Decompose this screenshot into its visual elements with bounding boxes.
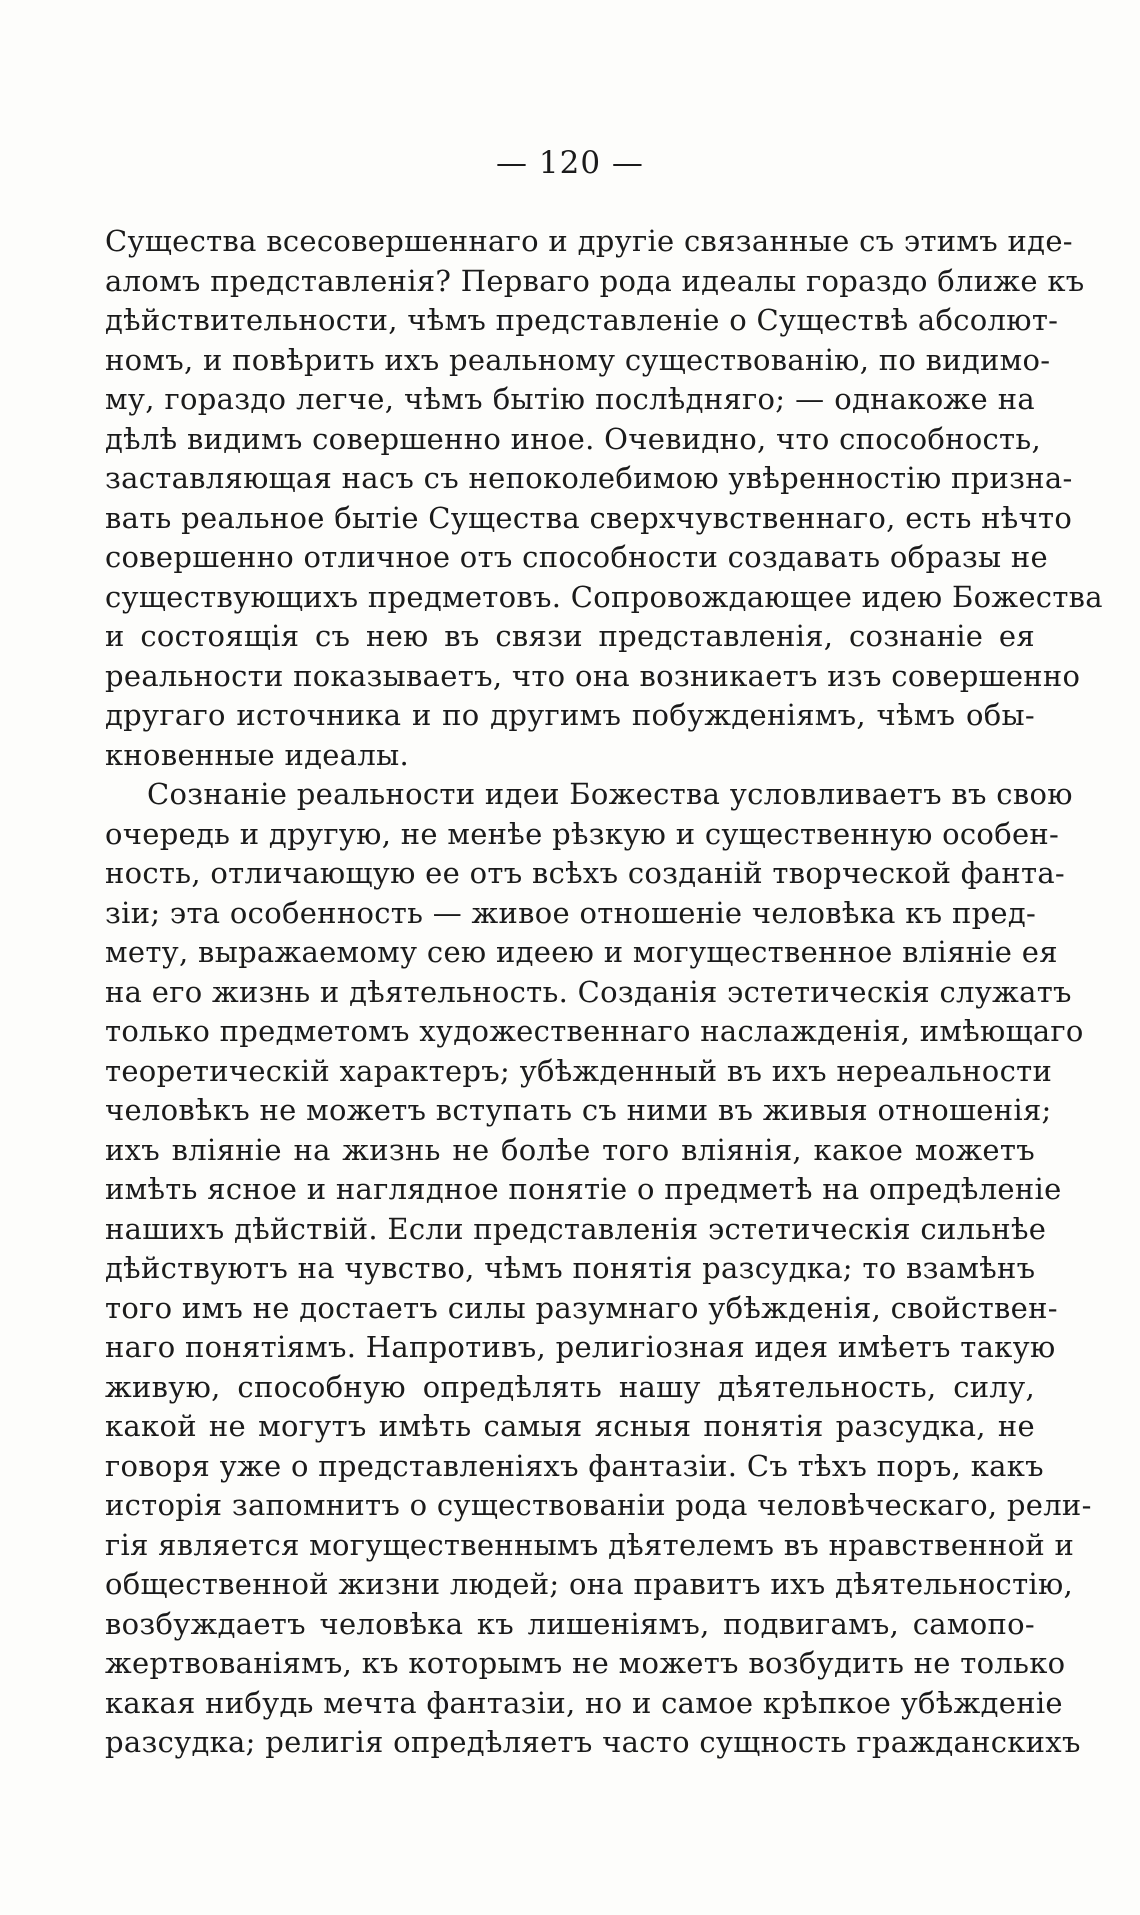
text-line: исторія запомнитъ о существованіи рода человѣческаго, рели- [105, 1488, 1092, 1522]
text-line: вать реальное бытіе Существа сверхчувственнаго, есть нѣчто [105, 500, 1073, 535]
text-line: на его жизнь и дѣятельность. Созданія эстетическія служатъ [105, 974, 1072, 1009]
text-line: существующихъ предметовъ. Сопровождающее идею Божества [105, 579, 1103, 614]
text-line: другаго источника и по другимъ побужденіямъ, чѣмъ обы- [105, 698, 1035, 732]
text-line: и состоящія съ нею въ связи представленія, сознаніе ея [105, 619, 1035, 653]
text-line: возбуждаетъ человѣка къ лишеніямъ, подвигамъ, самопо- [105, 1606, 1035, 1641]
text-line: общественной жизни людей; она правитъ ихъ дѣятельностію, [105, 1567, 1074, 1601]
page-number: — 120 — [496, 145, 644, 181]
text-line: говоря уже о представленіяхъ фантазіи. Съ тѣхъ поръ, какъ [105, 1448, 1044, 1483]
text-line: очередь и другую, не менѣе рѣзкую и существенную особен- [105, 816, 1060, 851]
text-line: какой не могутъ имѣть самыя ясныя понятія разсудка, не [105, 1409, 1035, 1443]
body-text [105, 222, 1103, 1763]
text-line: имѣть ясное и наглядное понятіе о предметѣ на опредѣленіе [105, 1172, 1062, 1206]
text-line: разсудка; религія опредѣляетъ часто сущность гражданскихъ [105, 1725, 1081, 1759]
text-line: только предметомъ художественнаго наслажденія, имѣющаго [105, 1014, 1084, 1048]
text-line: какая нибудь мечта фантазіи, но и самое крѣпкое убѣжденіе [105, 1685, 1063, 1720]
text-line: человѣкъ не можетъ вступать съ ними въ живыя отношенія; [105, 1093, 1052, 1127]
text-line: Существа всесовершеннаго и другіе связанные съ этимъ иде- [105, 224, 1073, 258]
text-line: наго понятіямъ. Напротивъ, религіозная идея имѣетъ такую [105, 1330, 1056, 1364]
text-line: живую, способную опредѣлять нашу дѣятельность, силу, [105, 1369, 1035, 1404]
text-line: кновенные идеалы. [105, 737, 409, 772]
text-line: номъ, и повѣрить ихъ реальному существованію, по видимо- [105, 342, 1051, 377]
text-line: Сознаніе реальности идеи Божества условливаетъ въ свою [147, 777, 1073, 811]
text-line: мету, выражаемому сею идеею и могущественное вліяніе ея [105, 935, 1058, 969]
text-line: дѣлѣ видимъ совершенно иное. Очевидно, что способность, [105, 421, 1041, 456]
text-line: зіи; эта особенность — живое отношеніе человѣка къ пред- [105, 895, 1037, 930]
paragraph-2 [105, 775, 1092, 1763]
text-line: ность, отличающую ее отъ всѣхъ созданій творческой фанта- [105, 856, 1066, 890]
text-line: заставляющая насъ съ непоколебимою увѣренностію призна- [105, 461, 1073, 495]
paragraph-1 [105, 222, 1103, 775]
text-line: аломъ представленія? Перваго рода идеалы гораздо ближе къ [105, 263, 1085, 298]
text-line: дѣйствуютъ на чувство, чѣмъ понятія разсудка; то взамѣнъ [105, 1251, 1036, 1285]
text-line: теоретическій характеръ; убѣжденный въ ихъ нереальности [105, 1053, 1053, 1088]
text-line: му, гораздо легче, чѣмъ бытію послѣдняго; — однакоже на [105, 382, 1035, 416]
text-line: дѣйствительности, чѣмъ представленіе о Существѣ абсолют- [105, 303, 1059, 337]
text-line: гія является могущественнымъ дѣятелемъ въ нравственной и [105, 1527, 1075, 1562]
text-line: нашихъ дѣйствій. Если представленія эстетическія сильнѣе [105, 1211, 1047, 1246]
text-line: совершенно отличное отъ способности создавать образы не [105, 540, 1048, 574]
text-line: жертвованіямъ, къ которымъ не можетъ возбудить не только [105, 1646, 1066, 1680]
text-line: ихъ вліяніе на жизнь не болѣе того вліянія, какое можетъ [105, 1132, 1035, 1167]
text-line: реальности показываетъ, что она возникаетъ изъ совершенно [105, 658, 1081, 693]
text-line: того имъ не достаетъ силы разумнаго убѣжденія, свойствен- [105, 1290, 1058, 1325]
